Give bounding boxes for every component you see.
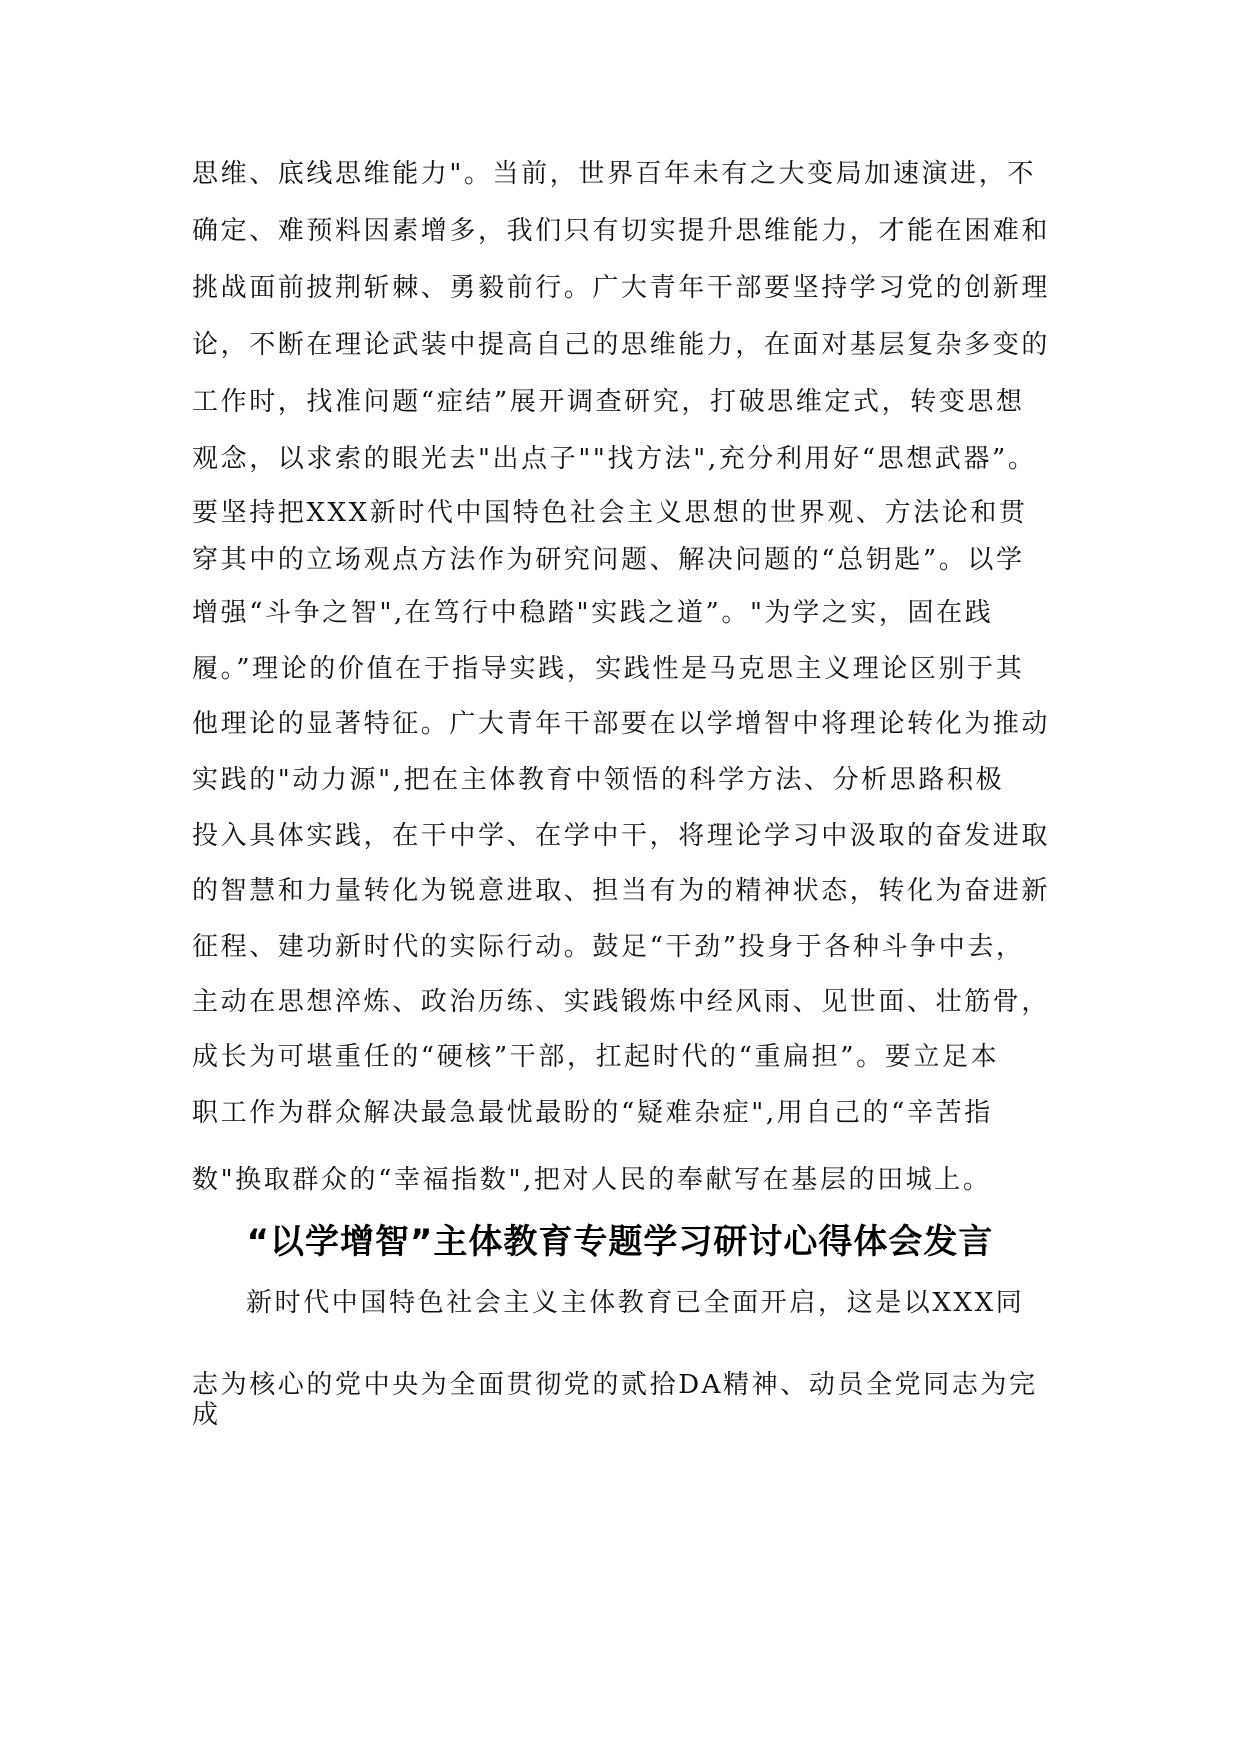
body-line: 挑战面前披荆斩棘、勇毅前行。广大青年干部要坚持学习党的创新理 xyxy=(192,273,1051,303)
body-line: 穿其中的立场观点方法作为研究问题、解决问题的“总钥匙”。以学 xyxy=(192,545,1025,575)
body-line: 工作时，找准问题“症结”展开调查研究，打破思维定式，转变思想 xyxy=(192,387,1025,417)
body-line: 的智慧和力量转化为锐意进取、担当有为的精神状态，转化为奋进新 xyxy=(192,876,1051,906)
body-line: 确定、难预料因素增多，我们只有切实提升思维能力，才能在困难和 xyxy=(192,216,1051,246)
body-line: 征程、建功新时代的实际行动。鼓足“干劲”投身于各种斗争中去， xyxy=(192,932,1025,962)
body-line: 增强“斗争之智",在笃行中稳踏"实践之道”。"为学之实，固在践 xyxy=(192,598,994,628)
body-line: 观念，以求索的眼光去"出点子""找方法",充分利用好“思想武器”。 xyxy=(192,444,1037,474)
body-line: 志为核心的党中央为全面贯彻党的贰拾DA精神、动员全党同志为完 xyxy=(192,1370,1038,1400)
body-line: 要坚持把XXX新时代中国特色社会主义思想的世界观、方法论和贯 xyxy=(192,498,1028,528)
body-line: 思维、底线思维能力"。当前，世界百年未有之大变局加速演进，不 xyxy=(192,159,1036,189)
body-line: 投入具体实践，在干中学、在学中干，将理论学习中汲取的奋发进取 xyxy=(192,821,1051,851)
body-line: 他理论的显著特征。广大青年干部要在以学增智中将理论转化为推动 xyxy=(192,709,1051,739)
body-line: 新时代中国特色社会主义主体教育已全面开启，这是以XXX同 xyxy=(246,1288,1025,1318)
section-title: “以学增智”主体教育专题学习研讨心得体会发言 xyxy=(246,1222,994,1262)
body-line: 成 xyxy=(192,1400,221,1430)
body-line: 成长为可堪重任的“硬核”干部，扛起时代的“重扁担”。要立足本 xyxy=(192,1042,1000,1072)
body-line: 履。”理论的价值在于指导实践，实践性是马克思主义理论区别于其 xyxy=(192,654,1025,684)
body-line: 论，不断在理论武装中提高自己的思维能力，在面对基层复杂多变的 xyxy=(192,330,1051,360)
body-line: 数"换取群众的“幸福指数",把对人民的奉献写在基层的田城上。 xyxy=(192,1165,992,1195)
body-line: 职工作为群众解决最急最忧最盼的“疑难杂症",用自己的“辛苦指 xyxy=(192,1098,993,1128)
body-line: 实践的"动力源",把在主体教育中领悟的科学方法、分析思路积极 xyxy=(192,765,1005,795)
body-line: 主动在思想淬炼、政治历练、实践锻炼中经风雨、见世面、壮筋骨， xyxy=(192,987,1051,1017)
